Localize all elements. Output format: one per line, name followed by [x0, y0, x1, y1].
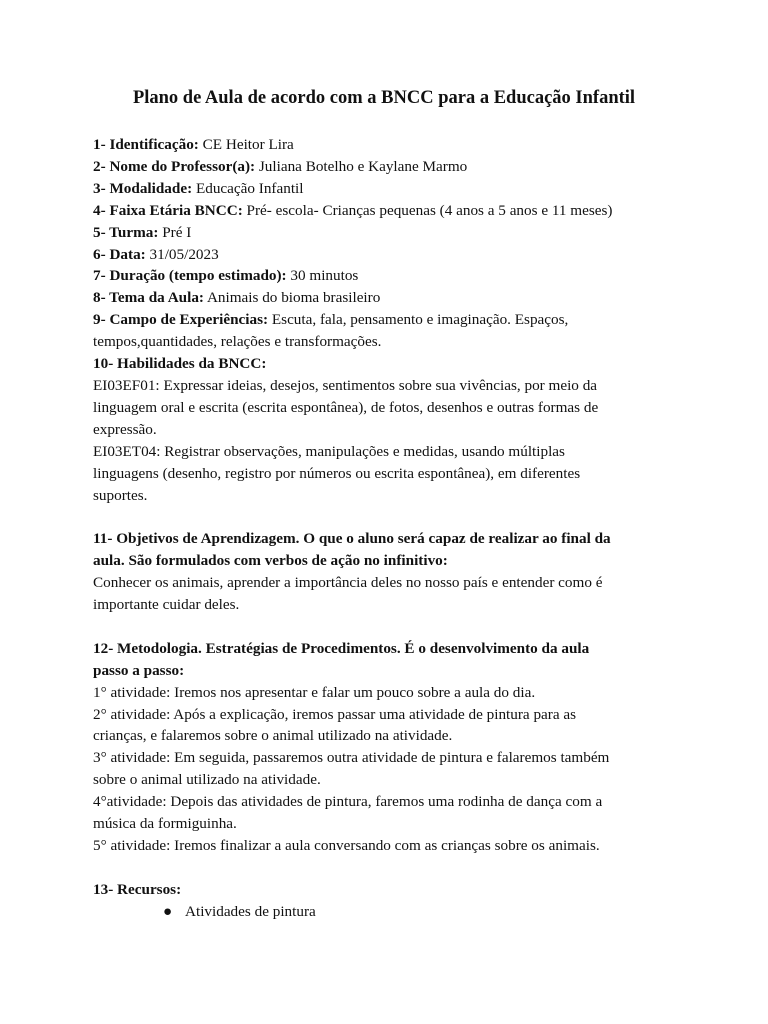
- metodologia-text: 1° atividade: Iremos nos apresentar e falar um pouco sobre a aula do dia.: [93, 683, 536, 701]
- objetivos-heading: 11- Objetivos de Aprendizagem. O que o aluno será capaz de realizar ao final da: [93, 530, 611, 548]
- metodologia-text: 4°atividade: Depois das atividades de pintura, faremos uma rodinha de dança com a: [93, 793, 603, 811]
- habilidades-heading: 10- Habilidades da BNCC:: [93, 355, 267, 373]
- list-item-text: Atividades de pintura: [185, 902, 316, 920]
- field-label: 3- Modalidade:: [93, 179, 193, 197]
- habilidades-text: linguagens (desenho, registro por números ou escrita espontânea), em diferentes: [93, 464, 581, 482]
- section-spacer: [93, 506, 683, 528]
- field-value: Escuta, fala, pensamento e imaginação. Espaços,: [268, 311, 569, 329]
- metodologia-text: 3° atividade: Em seguida, passaremos outra atividade de pintura e falaremos também: [93, 749, 610, 767]
- field-value: Animais do bioma brasileiro: [203, 289, 381, 307]
- field-label: 6- Data:: [93, 245, 146, 263]
- metodologia-text: 2° atividade: Após a explicação, iremos passar uma atividade de pintura para as: [93, 705, 577, 723]
- field-value: CE Heitor Lira: [198, 136, 294, 153]
- metodologia-text: 5° atividade: Iremos finalizar a aula conversando com as crianças sobre os animais.: [93, 836, 600, 854]
- habilidades-text: expressão.: [93, 420, 157, 438]
- faixa-etaria-line: [93, 200, 683, 222]
- campo-continuation: tempos,quantidades, relações e transformações.: [93, 333, 382, 351]
- section-spacer: [93, 616, 683, 638]
- field-label: 8- Tema da Aula:: [93, 289, 204, 307]
- objetivos-heading: aula. São formulados com verbos de ação no infinitivo:: [93, 552, 448, 570]
- turma-line: [93, 222, 683, 244]
- habilidades-text: EI03EF01: Expressar ideias, desejos, sentimentos sobre sua vivências, por meio da: [93, 376, 598, 394]
- metodologia-text: crianças, e falaremos sobre o animal utilizado na atividade.: [93, 727, 453, 745]
- metodologia-text: sobre o animal utilizado na atividade.: [93, 771, 321, 789]
- campo-line: [93, 309, 683, 331]
- field-value: 30 minutos: [286, 267, 359, 285]
- habilidades-text: linguagem oral e escrita (escrita espontânea), de fotos, desenhos e outras formas de: [93, 398, 599, 416]
- professor-line: [93, 156, 683, 178]
- field-label: 9- Campo de Experiências:: [93, 311, 269, 329]
- modalidade-line: [93, 178, 683, 200]
- duracao-line: [93, 265, 683, 287]
- field-value: Juliana Botelho e Kaylane Marmo: [255, 157, 468, 175]
- field-label: 1- Identificação:: [93, 136, 199, 153]
- bullet-icon: ●: [163, 902, 173, 920]
- identificacao-line: [93, 134, 683, 156]
- metodologia-text: música da formiguinha.: [93, 815, 237, 833]
- data-line: [93, 244, 683, 266]
- list-item: [93, 901, 683, 923]
- field-value: 31/05/2023: [145, 245, 219, 263]
- field-label: 2- Nome do Professor(a):: [93, 157, 256, 175]
- field-value: Pré I: [158, 223, 192, 241]
- section-spacer: [93, 857, 683, 879]
- habilidades-text: suportes.: [93, 486, 148, 504]
- recursos-heading: 13- Recursos:: [93, 880, 182, 898]
- objetivos-text: importante cuidar deles.: [93, 596, 240, 614]
- metodologia-heading: 12- Metodologia. Estratégias de Procedimentos. É o desenvolvimento da aula: [93, 639, 590, 657]
- field-value: Educação Infantil: [192, 179, 304, 197]
- document-body: [93, 134, 683, 923]
- field-label: 4- Faixa Etária BNCC:: [93, 201, 243, 219]
- field-value: Pré- escola- Crianças pequenas (4 anos a 5 anos e 11 meses): [242, 201, 613, 219]
- tema-line: [93, 287, 683, 309]
- metodologia-heading: passo a passo:: [93, 661, 185, 679]
- habilidades-text: EI03ET04: Registrar observações, manipulações e medidas, usando múltiplas: [93, 442, 565, 460]
- field-label: 5- Turma:: [93, 223, 159, 241]
- page-title: Plano de Aula de acordo com a BNCC para a Educação Infantil: [132, 88, 636, 108]
- field-label: 7- Duração (tempo estimado):: [93, 267, 287, 285]
- objetivos-text: Conhecer os animais, aprender a importância deles no nosso país e entender como é: [93, 574, 603, 592]
